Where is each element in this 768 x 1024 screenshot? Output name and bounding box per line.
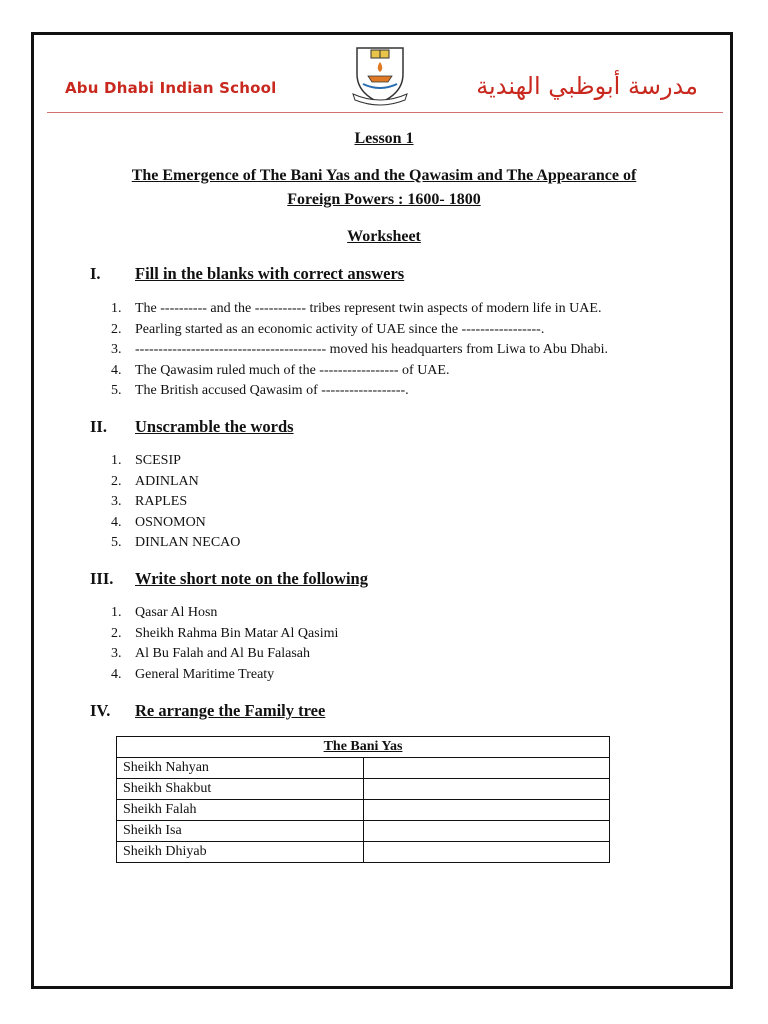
section-title: Unscramble the words	[135, 417, 294, 436]
sheikh-name-cell: Sheikh Isa	[117, 821, 364, 842]
sheikh-name-cell: Sheikh Falah	[117, 800, 364, 821]
list-item: 3. ----------------------------------------- moved his headquarters from Liwa to Abu Dhabi.	[111, 342, 609, 357]
table-header: The Bani Yas	[117, 737, 610, 758]
list-item-text: Qasar Al Hosn	[135, 605, 218, 620]
table-row	[117, 779, 610, 800]
section-number: II.	[90, 417, 107, 436]
list-item: 4. OSNOMON	[111, 514, 206, 530]
lesson-heading: Lesson 1	[354, 130, 414, 147]
school-name-arabic: مدرسة أبوظبي الهندية	[476, 72, 698, 100]
list-item: 2. Pearling started as an economic activity of UAE since the -----------------.	[111, 321, 545, 337]
table-row	[117, 842, 610, 863]
list-item: 1. Qasar Al Hosn	[111, 605, 218, 620]
list-item: 3. Al Bu Falah and Al Bu Falasah	[111, 646, 310, 661]
list-item-text: RAPLES	[135, 494, 188, 509]
answer-cell[interactable]	[364, 842, 610, 863]
header-divider	[47, 112, 723, 113]
answer-cell[interactable]	[364, 779, 610, 800]
list-item: 1. The ---------- and the ----------- tribes represent twin aspects of modern life in UAE.	[111, 301, 602, 316]
family-tree-table	[116, 736, 610, 863]
sheikh-name-cell: Sheikh Dhiyab	[117, 842, 364, 863]
section-number: I.	[90, 264, 101, 283]
list-item-text: ----------------------------------------- moved his headquarters from Liwa to Abu Dhabi.	[135, 342, 609, 357]
sheikh-name-cell: Sheikh Nahyan	[117, 758, 364, 779]
list-item: 4. General Maritime Treaty	[111, 666, 275, 682]
section-number: IV.	[90, 701, 111, 720]
list-item-text: ADINLAN	[135, 473, 199, 489]
table-row	[117, 758, 610, 779]
list-item-text: OSNOMON	[135, 514, 206, 530]
list-item-text: Sheikh Rahma Bin Matar Al Qasimi	[135, 625, 339, 641]
list-item: 5. DINLAN NECAO	[111, 535, 241, 550]
list-item-text: Al Bu Falah and Al Bu Falasah	[135, 646, 310, 661]
list-item-text: DINLAN NECAO	[135, 535, 241, 550]
answer-cell[interactable]	[364, 758, 610, 779]
answer-cell[interactable]	[364, 800, 610, 821]
section-title: Write short note on the following	[135, 569, 368, 588]
section-title: Fill in the blanks with correct answers	[135, 264, 405, 283]
table-header-row	[117, 737, 610, 758]
list-item: 5. The British accused Qawasim of ------------------.	[111, 383, 409, 398]
list-item-text: The Qawasim ruled much of the ----------------- of UAE.	[135, 362, 450, 378]
worksheet-heading: Worksheet	[347, 228, 421, 245]
list-item-text: SCESIP	[135, 453, 181, 468]
list-item: 4. The Qawasim ruled much of the ----------------- of UAE.	[111, 362, 450, 378]
section-title: Re arrange the Family tree	[135, 701, 326, 720]
list-item-text: Pearling started as an economic activity of UAE since the -----------------.	[135, 321, 545, 337]
sheikh-name-cell: Sheikh Shakbut	[117, 779, 364, 800]
answer-cell[interactable]	[364, 821, 610, 842]
list-item: 1. SCESIP	[111, 453, 181, 468]
title-line-1: The Emergence of The Bani Yas and the Qawasim and The Appearance of	[131, 167, 637, 184]
school-name-english: Abu Dhabi Indian School	[65, 79, 277, 97]
unscramble-list	[111, 451, 240, 554]
section-number: III.	[90, 569, 114, 588]
list-item: 2. ADINLAN	[111, 473, 199, 489]
table-row	[117, 821, 610, 842]
school-crest-icon	[351, 44, 409, 106]
title-line-2: Foreign Powers : 1600- 1800	[287, 191, 481, 208]
list-item: 3. RAPLES	[111, 494, 188, 509]
list-item: 2. Sheikh Rahma Bin Matar Al Qasimi	[111, 625, 339, 641]
table-row	[117, 800, 610, 821]
list-item-text: The British accused Qawasim of ------------------.	[135, 383, 409, 398]
short-notes-list	[111, 603, 338, 685]
list-item-text: General Maritime Treaty	[135, 666, 275, 682]
list-item-text: The ---------- and the ----------- tribes represent twin aspects of modern life in UAE.	[135, 301, 602, 316]
fill-in-blanks-list	[111, 299, 608, 402]
